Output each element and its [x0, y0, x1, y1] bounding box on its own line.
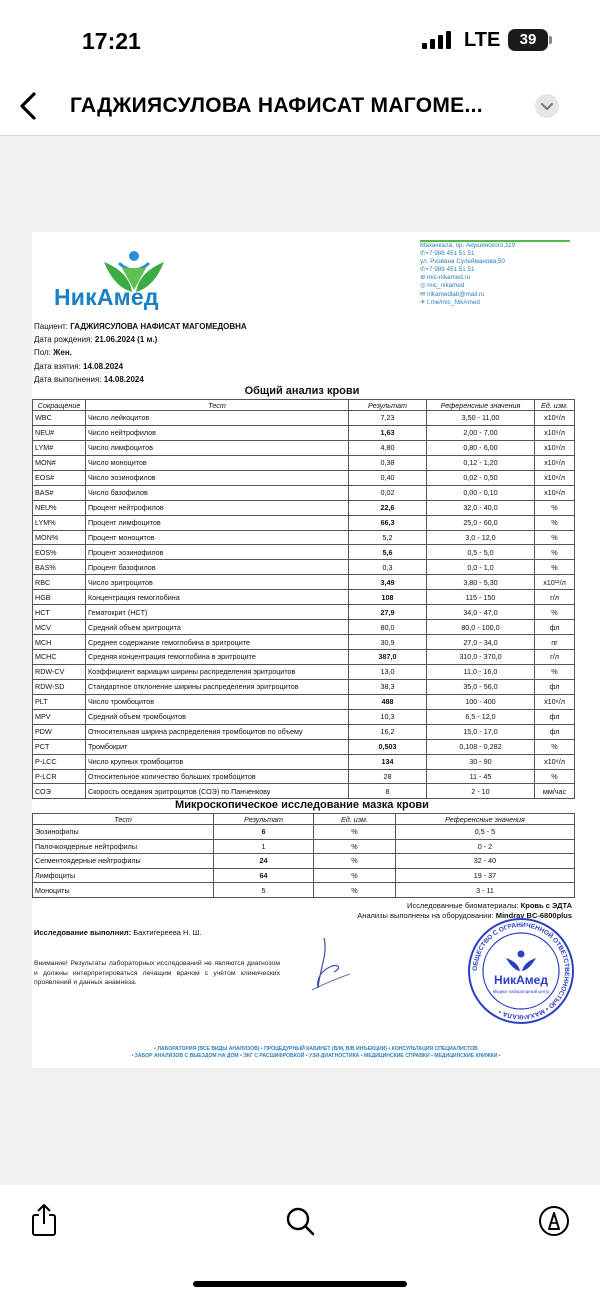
cell-abbr: MCH	[33, 635, 86, 650]
contact-line: Махачкала, пр. Акушинского,119	[420, 242, 516, 249]
cell-unit: %	[535, 545, 575, 560]
cell-result: 5,6	[349, 545, 427, 560]
cell-unit: фл	[535, 709, 575, 724]
status-time: 17:21	[82, 28, 141, 54]
cell-ref: 30 - 90	[427, 754, 535, 769]
cell-result: 3,49	[349, 575, 427, 590]
col-header: Результат	[349, 400, 427, 411]
cell-ref: 3,50 - 11,00	[427, 411, 535, 426]
cell-unit: %	[314, 883, 396, 898]
contact-line: ✈ t.me/mic_NikAmed	[420, 298, 480, 306]
markup-icon[interactable]	[538, 1204, 570, 1238]
col-header: Референсные значения	[396, 814, 575, 825]
cell-unit: %	[535, 530, 575, 545]
contact-line: ✉ nikamedlab@mail.ru	[420, 290, 485, 298]
back-chevron-icon[interactable]	[14, 88, 44, 124]
table-row	[33, 854, 575, 869]
cell-unit: фл	[535, 620, 575, 635]
cell-test: Число эритроцитов	[86, 575, 349, 590]
cell-ref: 100 - 400	[427, 694, 535, 709]
clinic-name: НикАмед	[54, 284, 159, 310]
cell-ref: 310,0 - 370,0	[427, 650, 535, 665]
col-header: Сокращение	[33, 400, 86, 411]
cell-unit: %	[535, 560, 575, 575]
cell-abbr: WBC	[33, 411, 86, 426]
col-header: Референсные значения	[427, 400, 535, 411]
cell-abbr: PLT	[33, 694, 86, 709]
cell-unit: %	[314, 854, 396, 869]
cell-ref: 3,0 - 12,0	[427, 530, 535, 545]
cell-abbr: СОЭ	[33, 784, 86, 799]
blood-test-title: Общий анализ крови	[244, 385, 360, 397]
patient-name: ГАДЖИЯСУЛОВА НАФИСАТ МАГОМЕДОВНА	[70, 322, 247, 331]
table-row	[33, 679, 575, 694]
table-row	[33, 825, 575, 840]
table-row	[33, 545, 575, 560]
cell-ref: 19 - 37	[396, 868, 575, 883]
cell-test: Число лейкоцитов	[86, 411, 349, 426]
cell-result: 6	[214, 825, 314, 840]
cell-result: 0,3	[349, 560, 427, 575]
cell-result: 16,2	[349, 724, 427, 739]
cell-abbr: EOS%	[33, 545, 86, 560]
table-row	[33, 411, 575, 426]
cell-ref: 11,0 - 16,0	[427, 664, 535, 679]
col-header: Ед. изм.	[535, 400, 575, 411]
cell-abbr: PDW	[33, 724, 86, 739]
table-row	[33, 754, 575, 769]
cell-test: Число моноцитов	[86, 455, 349, 470]
cell-ref: 3,80 - 5,30	[427, 575, 535, 590]
contact-line: ✆+7 988 451 51 51	[420, 250, 475, 258]
cell-unit: фл	[535, 679, 575, 694]
nav-bar	[0, 78, 600, 136]
cell-result: 5,2	[349, 530, 427, 545]
cell-ref: 0 - 2	[396, 839, 575, 854]
cell-abbr: P-LCR	[33, 769, 86, 784]
table-row	[33, 425, 575, 440]
cell-unit: %	[314, 825, 396, 840]
col-header: Тест	[33, 814, 214, 825]
performer-label: Исследование выполнил:	[34, 928, 132, 937]
cell-unit: фл	[535, 724, 575, 739]
cell-ref: 2 - 10	[427, 784, 535, 799]
date-done: 14.08.2024	[103, 374, 144, 384]
title-menu-button[interactable]	[535, 94, 559, 118]
cell-test: Средняя концентрация гемоглобина в эритроците	[86, 650, 349, 665]
cell-result: 24	[214, 854, 314, 869]
table-row	[33, 455, 575, 470]
patient-label: Пациент:	[34, 322, 69, 331]
micro-test-title: Микроскопическое исследование мазка крови	[175, 799, 429, 811]
cell-abbr: EOS#	[33, 470, 86, 485]
cell-abbr: MON#	[33, 455, 86, 470]
cell-abbr: PCT	[33, 739, 86, 754]
cell-abbr: LYM%	[33, 515, 86, 530]
cell-abbr: MCV	[33, 620, 86, 635]
cell-test: Процент моноцитов	[86, 530, 349, 545]
cell-test: Относительная ширина распределения тромбоцитов по объему	[86, 724, 349, 739]
network-type: LTE	[464, 29, 501, 51]
signature-image	[302, 930, 362, 995]
cell-result: 66,3	[349, 515, 427, 530]
status-bar	[0, 0, 600, 78]
cell-result: 0,503	[349, 739, 427, 754]
contact-line: ✆+7 989 451 51 51	[420, 266, 475, 274]
cell-test: Лимфоциты	[33, 868, 214, 883]
cell-unit: x10⁹/л	[535, 455, 575, 470]
cell-result: 5	[214, 883, 314, 898]
contact-line: ◎ mic_nikamed	[420, 282, 465, 290]
cell-unit: x10⁹/л	[535, 425, 575, 440]
table-row	[33, 694, 575, 709]
table-row	[33, 650, 575, 665]
cell-test: Моноциты	[33, 883, 214, 898]
cell-ref: 15,0 - 17,0	[427, 724, 535, 739]
table-row	[33, 575, 575, 590]
cell-ref: 0,80 - 6,00	[427, 440, 535, 455]
footer-line: • ЗАБОР АНАЛИЗОВ С ВЫЕЗДОМ НА ДОМ • ЭКГ С РАСШИФРОВКОЙ • УЗИ-ДИАГНОСТИКА • МЕДИЦИНСКИЕ СПРАВКИ • МЕДИЦИНСКИЕ КНИЖКИ •	[131, 1053, 501, 1059]
cell-unit: г/л	[535, 650, 575, 665]
cell-unit: %	[535, 500, 575, 515]
cell-unit: x10⁹/л	[535, 694, 575, 709]
cell-unit: %	[535, 515, 575, 530]
table-row	[33, 883, 575, 898]
cell-unit: мм/час	[535, 784, 575, 799]
cell-test: Число крупных тромбоцитов	[86, 754, 349, 769]
cell-result: 0,38	[349, 455, 427, 470]
cell-ref: 115 - 150	[427, 590, 535, 605]
table-row	[33, 739, 575, 754]
cell-abbr: RDW-CV	[33, 664, 86, 679]
cell-result: 10,3	[349, 709, 427, 724]
cell-test: Число базофилов	[86, 485, 349, 500]
table-row	[33, 769, 575, 784]
share-icon[interactable]	[28, 1203, 60, 1237]
cell-result: 1	[214, 839, 314, 854]
table-row	[33, 500, 575, 515]
cell-result: 38,3	[349, 679, 427, 694]
cell-unit: %	[535, 739, 575, 754]
cell-result: 4,80	[349, 440, 427, 455]
cell-test: Палочкоядерные нейтрофилы	[33, 839, 214, 854]
cell-unit: x10¹²/л	[535, 575, 575, 590]
cell-test: Процент эозинофилов	[86, 545, 349, 560]
cell-unit: %	[314, 839, 396, 854]
table-row	[33, 620, 575, 635]
stamp-name: НикАмед	[494, 973, 548, 987]
contact-line: ⊕ mic-nikamed.ru	[420, 274, 471, 282]
home-indicator[interactable]	[193, 1281, 407, 1287]
cell-unit: г/л	[535, 590, 575, 605]
cell-ref: 2,00 - 7,00	[427, 425, 535, 440]
cell-abbr: NEU%	[33, 500, 86, 515]
cell-abbr: MON%	[33, 530, 86, 545]
performer	[34, 928, 202, 937]
biomaterial-label: Исследованные биоматериалы:	[407, 901, 519, 910]
cell-test: Концентрация гемоглобина	[86, 590, 349, 605]
warning-note: Внимание! Результаты лабораторных исследований не являются диагнозом и должны интерпретироваться лечащим врачом с учётом клинических проявлений и данных анамнеза.	[34, 960, 280, 986]
cell-test: Число нейтрофилов	[86, 425, 349, 440]
cell-unit: x10⁹/л	[535, 470, 575, 485]
table-row	[33, 664, 575, 679]
cell-result: 387,0	[349, 650, 427, 665]
nav-title[interactable]: ГАДЖИЯСУЛОВА НАФИСАТ МАГОМЕ...	[70, 94, 483, 117]
cell-test: Эозинофилы	[33, 825, 214, 840]
stamp-subtitle: Медико-лабораторный центр	[492, 989, 550, 994]
svg-text:ОБЩЕСТВО С ОГРАНИЧЕННОЙ ОТВЕТС	[472, 922, 570, 1020]
cell-unit: x10⁹/л	[535, 485, 575, 500]
blood-test-table	[32, 399, 575, 799]
table-row	[33, 868, 575, 883]
table-row	[33, 635, 575, 650]
performer-name: Бахтигереева Н. Ш.	[133, 928, 202, 937]
cell-result: 8	[349, 784, 427, 799]
cell-result: 22,6	[349, 500, 427, 515]
cell-unit: %	[535, 664, 575, 679]
cell-abbr: BAS%	[33, 560, 86, 575]
equipment-value: Mindray BC-6800plus	[495, 911, 572, 920]
clinic-contacts	[420, 242, 580, 307]
cell-test: Скорость оседания эритроцитов (СОЭ) по Панченкову	[86, 784, 349, 799]
stamp-ring-text: ОБЩЕСТВО С ОГРАНИЧЕННОЙ ОТВЕТСТВЕННОСТЬЮ • МАХАЧКАЛА •	[471, 921, 571, 1021]
cell-abbr: MPV	[33, 709, 86, 724]
cell-ref: 3 - 11	[396, 883, 575, 898]
cell-abbr: P-LCC	[33, 754, 86, 769]
cell-test: Средний объем тромбоцитов	[86, 709, 349, 724]
cell-test: Процент лимфоцитов	[86, 515, 349, 530]
biomaterial-note	[407, 901, 572, 910]
table-row	[33, 560, 575, 575]
table-row	[33, 440, 575, 455]
table-row	[33, 590, 575, 605]
cell-test: Средний объем эритроцита	[86, 620, 349, 635]
table-row	[33, 485, 575, 500]
cell-abbr: RDW-SD	[33, 679, 86, 694]
chevron-down-icon	[535, 94, 559, 118]
cell-unit: %	[314, 868, 396, 883]
cell-test: Коэффициент вариации ширины распределения эритроцитов	[86, 664, 349, 679]
cell-result: 1,63	[349, 425, 427, 440]
cell-abbr: HCT	[33, 605, 86, 620]
cell-result: 64	[214, 868, 314, 883]
cell-abbr: LYM#	[33, 440, 86, 455]
table-row	[33, 515, 575, 530]
cell-unit: x10⁹/л	[535, 440, 575, 455]
cell-unit: x10⁹/л	[535, 411, 575, 426]
done-label: Дата выполнения:	[34, 374, 102, 384]
patient-sex: Жен.	[53, 348, 72, 358]
table-row	[33, 605, 575, 620]
cell-result: 108	[349, 590, 427, 605]
col-header: Результат	[214, 814, 314, 825]
cell-result: 0,02	[349, 485, 427, 500]
cell-test: Тромбокрит	[86, 739, 349, 754]
cell-ref: 0,0 - 1,0	[427, 560, 535, 575]
cell-ref: 0,00 - 0,10	[427, 485, 535, 500]
patient-info	[34, 320, 247, 386]
cell-ref: 0,5 - 5	[396, 825, 575, 840]
cell-test: Гематокрит (HCT)	[86, 605, 349, 620]
footer-line: • ЛАБОРАТОРИЯ (ВСЕ ВИДЫ АНАЛИЗОВ) • ПРОЦЕДУРНЫЙ КАБИНЕТ (В/М, В/В ИНЪЕКЦИИ) • КОНСУЛЬТАЦИЯ СПЕЦИАЛИСТОВ	[154, 1046, 478, 1052]
cell-test: Относительное количество больших тромбоцитов	[86, 769, 349, 784]
cell-result: 30,9	[349, 635, 427, 650]
cell-test: Сегментоядерные нейтрофилы	[33, 854, 214, 869]
cell-unit: пг	[535, 635, 575, 650]
cell-test: Процент нейтрофилов	[86, 500, 349, 515]
equipment-label: Анализы выполнены на оборудовании:	[357, 911, 494, 920]
cell-ref: 80,0 - 100,0	[427, 620, 535, 635]
table-header-row	[33, 400, 575, 411]
cell-ref: 11 - 45	[427, 769, 535, 784]
table-row	[33, 724, 575, 739]
cell-abbr: RBC	[33, 575, 86, 590]
cell-result: 0,40	[349, 470, 427, 485]
cell-ref: 34,0 - 47,0	[427, 605, 535, 620]
cell-ref: 0,12 - 1,20	[427, 455, 535, 470]
patient-dob: 21.06.2024 (1 м.)	[94, 335, 158, 345]
search-icon[interactable]	[284, 1205, 316, 1239]
cell-ref: 0,5 - 5,0	[427, 545, 535, 560]
dob-label: Дата рождения:	[34, 335, 93, 345]
table-header-row	[33, 814, 575, 825]
table-row	[33, 530, 575, 545]
cell-abbr: MCHC	[33, 650, 86, 665]
sex-label: Пол:	[34, 348, 51, 358]
cell-ref: 32 - 40	[396, 854, 575, 869]
signal-icon	[422, 31, 454, 49]
cell-abbr: NEU#	[33, 425, 86, 440]
cell-result: 134	[349, 754, 427, 769]
cell-result: 13,0	[349, 664, 427, 679]
cell-test: Стандартное отклонение ширины распределения эритроцитов	[86, 679, 349, 694]
table-row	[33, 709, 575, 724]
cell-ref: 0,02 - 0,50	[427, 470, 535, 485]
col-header: Ед. изм.	[314, 814, 396, 825]
cell-ref: 25,0 - 60,0	[427, 515, 535, 530]
cell-ref: 6,5 - 12,0	[427, 709, 535, 724]
cell-test: Число лимфоцитов	[86, 440, 349, 455]
biomaterial-value: Кровь с ЭДТА	[520, 901, 572, 910]
col-header: Тест	[86, 400, 349, 411]
contact-line: ул. Ризвана Сулейманова,50	[420, 258, 505, 266]
cell-unit: %	[535, 769, 575, 784]
table-row	[33, 470, 575, 485]
cell-test: Число эозинофилов	[86, 470, 349, 485]
cell-result: 488	[349, 694, 427, 709]
document-page	[32, 232, 600, 1068]
table-row	[33, 784, 575, 799]
cell-unit: %	[535, 605, 575, 620]
cell-ref: 32,0 - 40,0	[427, 500, 535, 515]
cell-ref: 27,0 - 34,0	[427, 635, 535, 650]
cell-abbr: HGB	[33, 590, 86, 605]
battery-cap	[549, 36, 552, 44]
cell-test: Среднее содержание гемоглобина в эритроците	[86, 635, 349, 650]
cell-test: Число тромбоцитов	[86, 694, 349, 709]
cell-test: Процент базофилов	[86, 560, 349, 575]
battery-icon: 39	[508, 29, 548, 51]
clinic-stamp-image	[466, 916, 576, 1026]
cell-result: 28	[349, 769, 427, 784]
cell-result: 27,9	[349, 605, 427, 620]
cell-result: 80,0	[349, 620, 427, 635]
table-row	[33, 839, 575, 854]
cell-unit: x10⁹/л	[535, 754, 575, 769]
cell-ref: 35,0 - 56,0	[427, 679, 535, 694]
micro-test-table	[32, 813, 575, 898]
taken-label: Дата взятия:	[34, 361, 81, 371]
cell-ref: 0,108 - 0,282	[427, 739, 535, 754]
cell-abbr: BAS#	[33, 485, 86, 500]
cell-result: 7,23	[349, 411, 427, 426]
date-taken: 14.08.2024	[83, 361, 124, 371]
